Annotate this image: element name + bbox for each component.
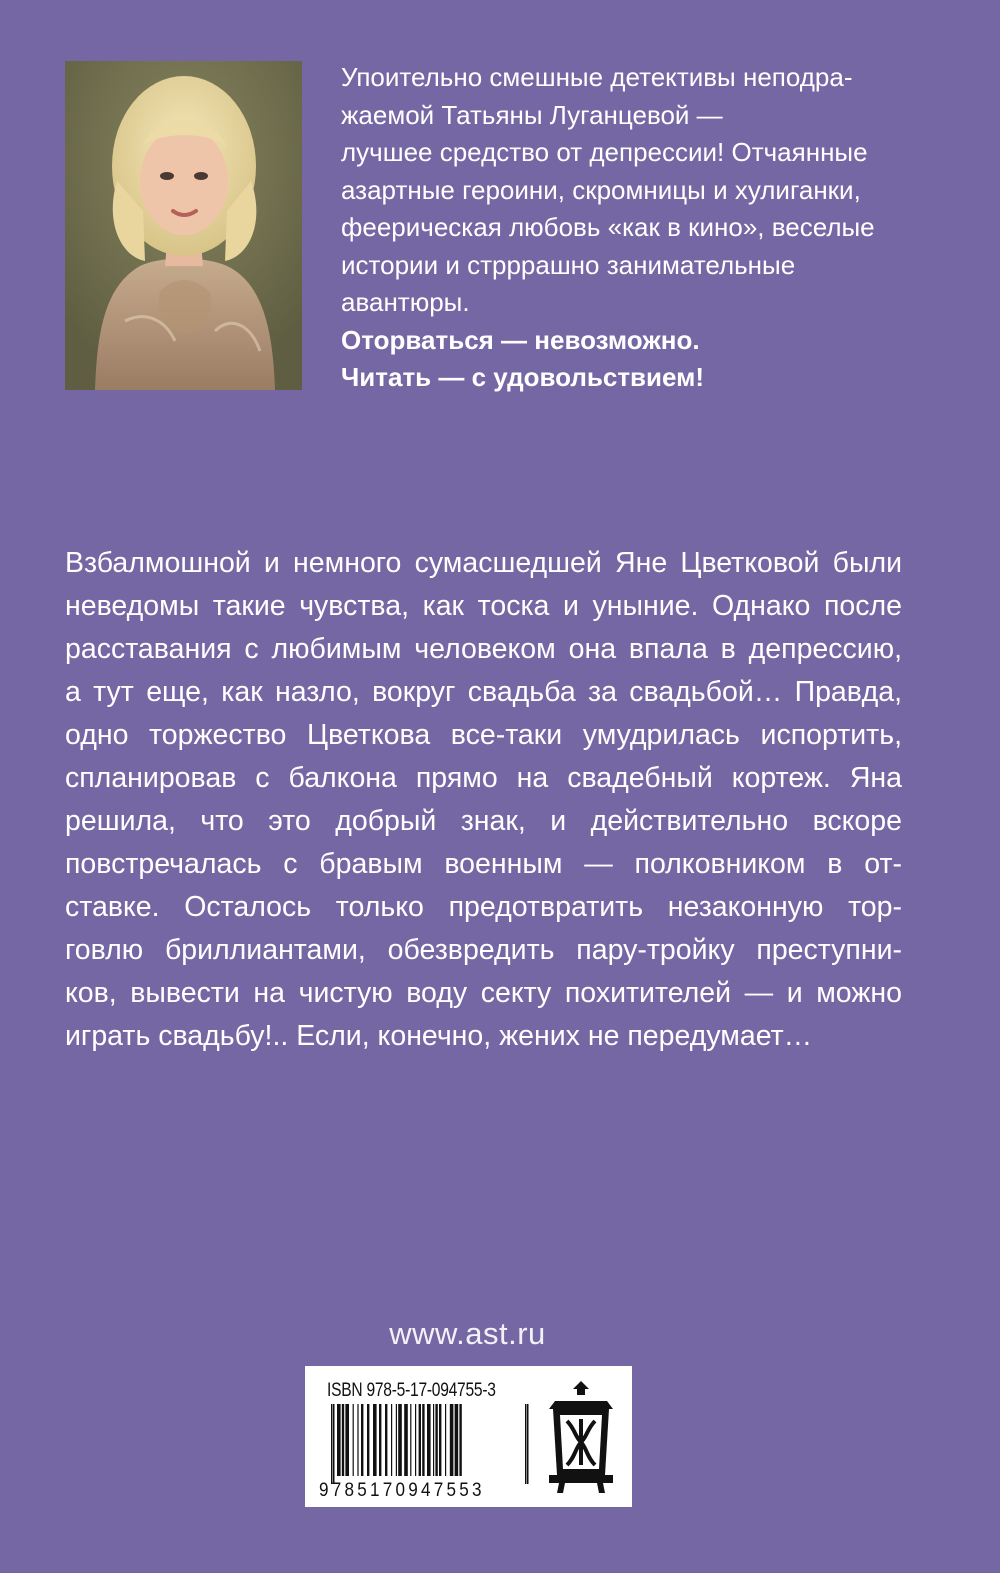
blurb-tagline: Читать — с удовольствием! [341, 362, 705, 392]
barcode-bar [385, 1404, 387, 1476]
author-photo [65, 61, 302, 390]
annotation-line: одно торжество Цветкова все-таки умудрилась испортить, [65, 719, 902, 751]
barcode-guard-bar [333, 1404, 335, 1484]
book-blurb [341, 59, 941, 397]
barcode-bar [419, 1404, 421, 1476]
barcode-bar [373, 1404, 377, 1476]
barcode-bar [439, 1404, 441, 1476]
publisher-website: www.ast.ru [389, 1316, 546, 1351]
lantern-zh-logo-icon [545, 1379, 617, 1494]
barcode-bar [433, 1404, 434, 1476]
barcode-bar [410, 1404, 411, 1476]
isbn-barcode-panel [305, 1366, 632, 1507]
barcode-bar [396, 1404, 397, 1476]
annotation-line: ков, вывести на чистую воду секту похитителей — и можно [65, 977, 902, 1009]
barcode-guard-bar [525, 1404, 527, 1484]
annotation-line: расставания с любимым человеком она впала в депрессию, [65, 633, 902, 665]
book-annotation [65, 542, 902, 1058]
blurb-tagline: Оторваться — невозможно. [341, 324, 700, 355]
barcode-bar [337, 1404, 341, 1476]
barcode-bar [459, 1404, 461, 1476]
barcode-bar [353, 1404, 354, 1476]
annotation-line: повстречалась с бравым военным — полковником в от- [65, 848, 902, 880]
barcode [327, 1404, 532, 1484]
annotation-line: говлю бриллиантами, обезвредить пару-тройку преступни- [65, 934, 902, 966]
barcode-bar [445, 1404, 446, 1476]
barcode-digits: 9785170947553 [319, 1480, 485, 1501]
annotation-line: решила, что это добрый знак, и действительно вскоре [65, 805, 902, 837]
barcode-bar [435, 1404, 437, 1476]
annotation-line: спланировав с балкона прямо на свадебный кортеж. Яна [65, 762, 902, 794]
blurb-line: авантюры. [341, 287, 470, 317]
barcode-guard-bar [331, 1404, 333, 1484]
barcode-bar [367, 1404, 369, 1476]
blurb-line: лучшее средство от депрессии! Отчаянные [341, 137, 868, 167]
blurb-line: Упоительно смешные детективы неподра- [341, 62, 853, 92]
blurb-line: азартные героини, скромницы и хулиганки, [341, 174, 861, 205]
annotation-line: а тут еще, как назло, вокруг свадьба за свадьбой… Правда, [65, 676, 902, 708]
barcode-bar [404, 1404, 408, 1476]
barcode-bar [455, 1404, 459, 1476]
barcode-bar [422, 1404, 424, 1476]
blurb-line: истории и стрррашно занимательные [341, 249, 796, 280]
barcode-bar [361, 1404, 363, 1476]
barcode-bar [357, 1404, 358, 1476]
barcode-bar [379, 1404, 381, 1476]
barcode-bar [415, 1404, 416, 1476]
annotation-line: Взбалмошной и немного сумасшедшей Яне Цветковой были [65, 547, 902, 579]
barcode-bar [427, 1404, 431, 1476]
barcode-bar [345, 1404, 349, 1476]
blurb-line: феерическая любовь «как в кино», веселые [341, 212, 875, 242]
isbn-label: ISBN 978-5-17-094755-3 [327, 1380, 496, 1401]
annotation-line: неведомы такие чувства, как тоска и уныние. Однако после [65, 590, 902, 622]
barcode-bar [450, 1404, 454, 1476]
annotation-line: играть свадьбу!.. Если, конечно, жених не передумает… [65, 1020, 813, 1052]
annotation-line: ставке. Осталось только предотвратить незаконную тор- [65, 891, 902, 923]
barcode-bar [391, 1404, 392, 1476]
blurb-line: жаемой Татьяны Луганцевой — [341, 99, 723, 130]
barcode-guard-bar [527, 1404, 529, 1484]
barcode-bar [342, 1404, 344, 1476]
barcode-bar [398, 1404, 402, 1476]
